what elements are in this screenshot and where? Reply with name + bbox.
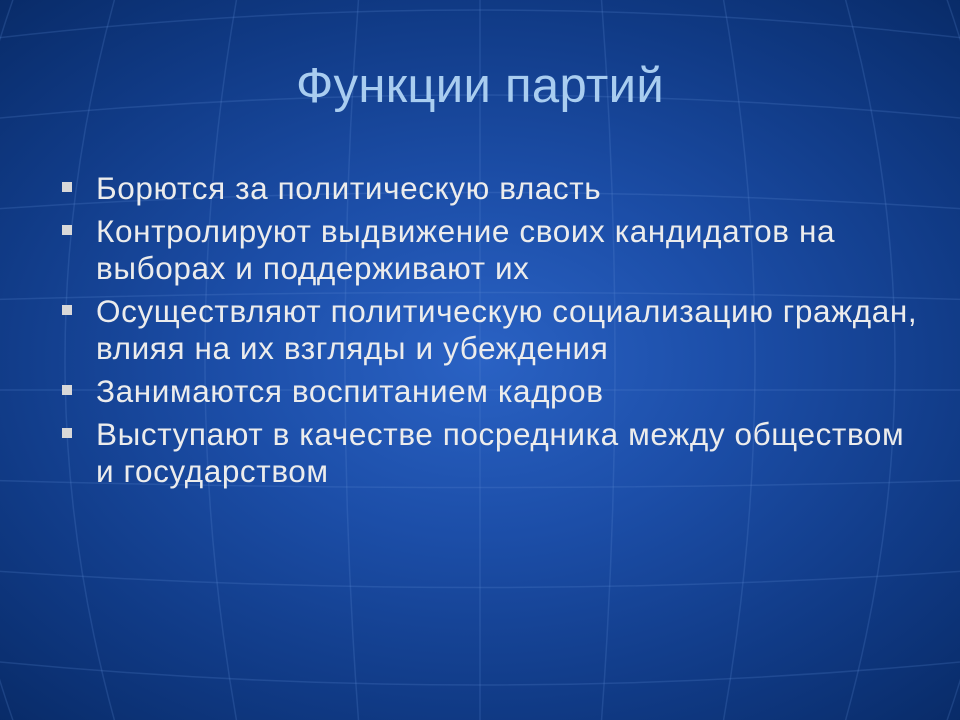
bullet-item	[62, 293, 922, 367]
bullet-item	[62, 373, 922, 410]
bullet-text: Занимаются воспитанием кадров	[96, 373, 604, 409]
bullet-text: Борются за политическую власть	[96, 170, 602, 206]
bullet-text: Осуществляют политическую социализацию граждан, влияя на их взгляды и убеждения	[96, 293, 918, 366]
square-bullet-icon	[62, 182, 72, 192]
square-bullet-icon	[62, 385, 72, 395]
square-bullet-icon	[62, 428, 72, 438]
bullet-item	[62, 416, 922, 490]
bullet-item	[62, 170, 922, 207]
square-bullet-icon	[62, 305, 72, 315]
slide-title: Функции партий	[295, 59, 664, 113]
square-bullet-icon	[62, 225, 72, 235]
bullet-list	[62, 170, 922, 496]
bullet-text: Контролируют выдвижение своих кандидатов на выборах и поддерживают их	[96, 213, 836, 286]
bullet-item	[62, 213, 922, 287]
bullet-text: Выступают в качестве посредника между обществом и государством	[96, 416, 905, 489]
